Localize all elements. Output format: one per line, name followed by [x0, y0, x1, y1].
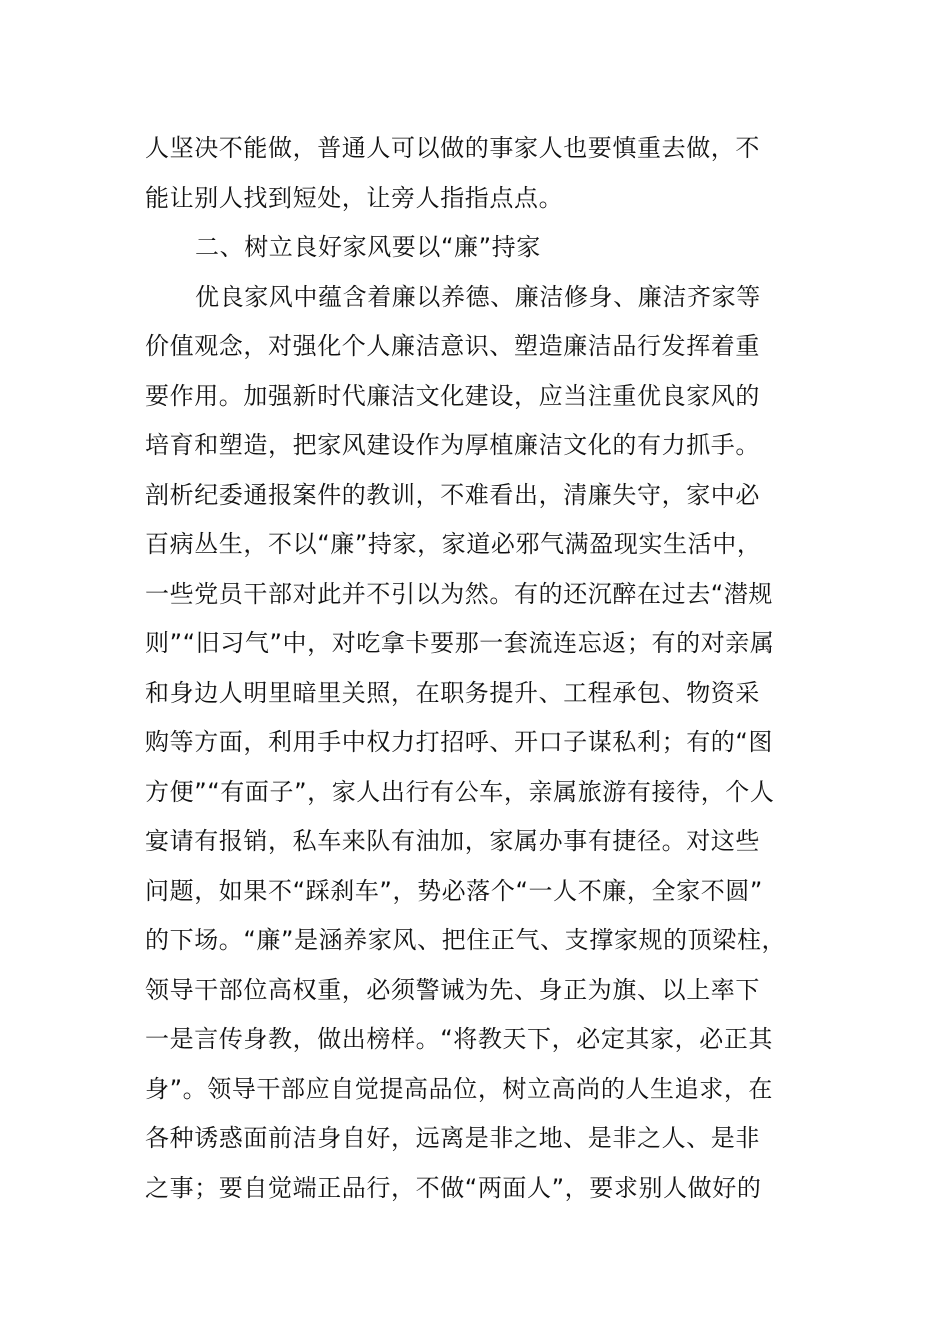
- text-line: 能让别人找到短处，让旁人指指点点。: [145, 183, 564, 212]
- text-line: 要作用。加强新时代廉洁文化建设，应当注重优良家风的: [145, 381, 760, 410]
- text-line: 身”。领导干部应自觉提高品位，树立高尚的人生追求，在: [145, 1074, 774, 1103]
- text-line: 剖析纪委通报案件的教训，不难看出，清廉失守，家中必: [145, 480, 760, 509]
- text-line: 领导干部位高权重，必须警诫为先、身正为旗、以上率下: [145, 975, 760, 1004]
- text-line: 优良家风中蕴含着廉以养德、廉洁修身、廉洁齐家等: [195, 282, 761, 311]
- text-line: 和身边人明里暗里关照，在职务提升、工程承包、物资采: [145, 678, 760, 707]
- text-line: 人坚决不能做，普通人可以做的事家人也要慎重去做，不: [145, 134, 760, 162]
- text-line: 一些党员干部对此并不引以为然。有的还沉醉在过去“潜规: [145, 579, 774, 608]
- text-line: 价值观念，对强化个人廉洁意识、塑造廉洁品行发挥着重: [145, 332, 760, 360]
- text-line: 的下场。“廉”是涵养家风、把住正气、支撑家规的顶梁柱，: [145, 926, 787, 954]
- text-line: 方便”“有面子”，家人出行有公车，亲属旅游有接待，个人: [145, 777, 775, 806]
- section-heading: 二、树立良好家风要以“廉”持家: [195, 233, 541, 261]
- text-line: 问题，如果不“踩刹车”，势必落个“一人不廉，全家不圆”: [145, 876, 763, 905]
- text-line: 宴请有报销，私车来队有油加，家属办事有捷径。对这些: [145, 827, 760, 855]
- text-line: 购等方面，利用手中权力打招呼、开口子谋私利；有的“图: [145, 728, 774, 756]
- text-line: 则”“旧习气”中，对吃拿卡要那一套流连忘返；有的对亲属: [145, 629, 775, 657]
- text-line: 百病丛生，不以“廉”持家，家道必邪气满盈现实生活中，: [145, 530, 762, 558]
- text-line: 一是言传身教，做出榜样。“将教天下，必定其家，必正其: [145, 1025, 774, 1053]
- text-line: 各种诱惑面前洁身自好，远离是非之地、是非之人、是非: [145, 1124, 760, 1152]
- text-line: 培育和塑造，把家风建设作为厚植廉洁文化的有力抓手。: [145, 431, 760, 459]
- text-line: 之事；要自觉端正品行，不做“两面人”，要求别人做好的: [145, 1173, 762, 1202]
- document-body: [145, 124, 825, 1213]
